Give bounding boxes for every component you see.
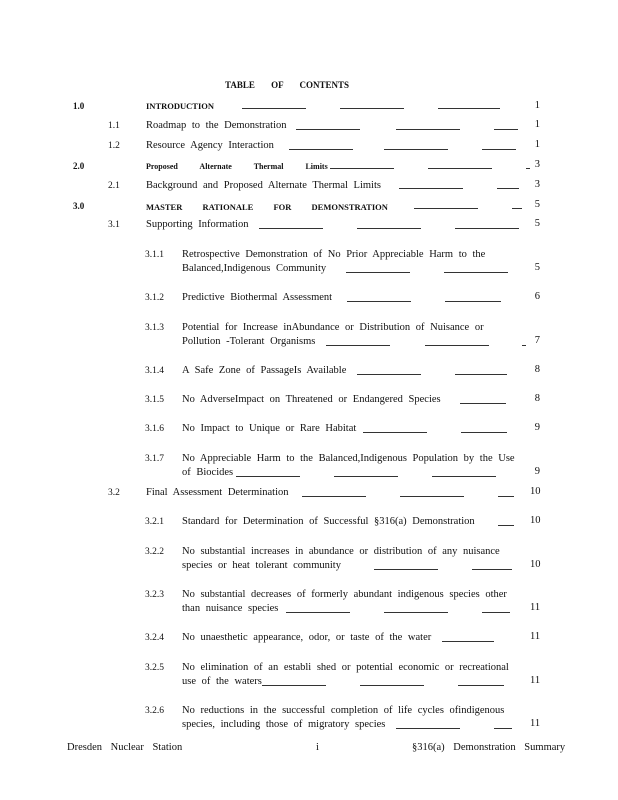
leader-line <box>498 496 514 497</box>
leader-line <box>347 301 411 302</box>
page-number: 8 <box>534 393 540 404</box>
page-number: 10 <box>530 559 541 570</box>
leader-line <box>425 345 489 346</box>
toc-entry[interactable]: A Safe Zone of PassageIs Available <box>182 365 347 376</box>
toc-entry-continued[interactable]: of Biocides <box>182 467 234 478</box>
toc-entry[interactable]: No reductions in the successful completion of life cycles ofindigenous <box>182 705 505 716</box>
toc-entry-continued[interactable]: Balanced,Indigenous Community <box>182 263 327 274</box>
leader-line <box>444 272 508 273</box>
leader-line <box>494 728 512 729</box>
leader-line <box>302 496 366 497</box>
page-number: 10 <box>530 515 541 526</box>
leader-line <box>259 228 323 229</box>
leader-line <box>482 149 516 150</box>
toc-entry[interactable]: Roadmap to the Demonstration <box>146 120 287 131</box>
toc-entry[interactable]: No elimination of an establi shed or potential economic or recreational <box>182 662 509 673</box>
page-number: 7 <box>534 335 540 346</box>
leader-line <box>330 168 394 169</box>
page-number: 9 <box>534 422 540 433</box>
leader-line <box>289 149 353 150</box>
section-number: 3.1.6 <box>145 424 164 434</box>
leader-line <box>432 476 496 477</box>
section-number: 3.1.3 <box>145 323 164 333</box>
page-number: 6 <box>534 291 540 302</box>
page-number: 9 <box>534 466 540 477</box>
footer-page-number: i <box>316 742 319 753</box>
leader-line <box>455 228 519 229</box>
leader-line <box>374 569 438 570</box>
toc-entry[interactable]: No AdverseImpact on Threatened or Endangered Species <box>182 394 441 405</box>
leader-line <box>482 612 510 613</box>
leader-line <box>512 208 522 209</box>
leader-line <box>363 432 427 433</box>
footer-right: §316(a) Demonstration Summary <box>412 742 566 753</box>
section-number: 2.0 <box>73 161 85 171</box>
leader-line <box>399 188 463 189</box>
page-number: 5 <box>534 199 540 210</box>
leader-line <box>360 685 424 686</box>
leader-line <box>472 569 512 570</box>
page-number: 10 <box>530 486 541 497</box>
page-number: 1 <box>534 119 540 130</box>
footer-left: Dresden Nuclear Station <box>67 742 183 753</box>
toc-entry[interactable]: Predictive Biothermal Assessment <box>182 292 333 303</box>
toc-entry-continued[interactable]: than nuisance species <box>182 603 279 614</box>
section-number: 3.1.1 <box>145 250 164 260</box>
section-number: 3.2.1 <box>145 517 164 527</box>
section-number: 3.1.2 <box>145 293 164 303</box>
section-number: 3.2.6 <box>145 706 164 716</box>
section-number: 3.1.7 <box>145 454 164 464</box>
toc-entry[interactable]: Retrospective Demonstration of No Prior Appreciable Harm to the <box>182 249 486 260</box>
leader-line <box>236 476 300 477</box>
leader-line <box>286 612 350 613</box>
leader-line <box>346 272 410 273</box>
toc-entry[interactable]: Final Assessment Determination <box>146 487 289 498</box>
leader-line <box>455 374 507 375</box>
toc-entry[interactable]: Resource Agency Interaction <box>146 140 274 151</box>
toc-entry-continued[interactable]: species or heat tolerant community <box>182 560 341 571</box>
toc-entry-continued[interactable]: species, including those of migratory species <box>182 719 386 730</box>
leader-line <box>357 374 421 375</box>
toc-entry[interactable]: Supporting Information <box>146 219 249 230</box>
section-number: 3.2.5 <box>145 663 164 673</box>
page-number: 11 <box>530 602 541 613</box>
leader-line <box>396 129 460 130</box>
leader-line <box>326 345 390 346</box>
leader-line <box>461 432 507 433</box>
toc-entry[interactable]: No Appreciable Harm to the Balanced,Indigenous Population by the Use <box>182 453 515 464</box>
leader-line <box>384 149 448 150</box>
page-number: 5 <box>534 262 540 273</box>
leader-line <box>458 685 504 686</box>
section-number: 3.0 <box>73 201 85 211</box>
leader-line <box>242 108 306 109</box>
toc-title: TABLE OF CONTENTS <box>224 80 350 90</box>
section-number: 1.1 <box>108 121 120 131</box>
section-number: 3.2.2 <box>145 547 164 557</box>
section-title[interactable]: MASTER RATIONALE FOR DEMONSTRATION <box>146 202 388 212</box>
page-number: 1 <box>534 100 540 111</box>
leader-line <box>438 108 500 109</box>
section-title[interactable]: INTRODUCTION <box>146 101 215 111</box>
page-number: 3 <box>534 159 540 170</box>
leader-line <box>460 403 506 404</box>
page-number: 11 <box>530 675 541 686</box>
leader-line <box>428 168 492 169</box>
toc-entry-continued[interactable]: use of the waters <box>182 676 262 687</box>
leader-line <box>442 641 494 642</box>
page-number: 5 <box>534 218 540 229</box>
page-number: 3 <box>534 179 540 190</box>
section-number: 3.1.4 <box>145 366 164 376</box>
section-number: 3.2 <box>108 488 120 498</box>
leader-line <box>497 188 519 189</box>
leader-line <box>384 612 448 613</box>
toc-entry[interactable]: Standard for Determination of Successful §316(a) Demonstration <box>182 516 475 527</box>
section-number: 1.2 <box>108 141 120 151</box>
page-number: 11 <box>530 718 541 729</box>
page-number: 8 <box>534 364 540 375</box>
section-number: 3.2.4 <box>145 633 164 643</box>
toc-entry[interactable]: Potential for Increase inAbundance or Distribution of Nuisance or <box>182 322 484 333</box>
leader-line <box>340 108 404 109</box>
leader-line <box>334 476 398 477</box>
leader-line <box>262 685 326 686</box>
leader-line <box>357 228 421 229</box>
leader-line <box>414 208 478 209</box>
toc-entry[interactable]: No Impact to Unique or Rare Habitat <box>182 423 357 434</box>
leader-line <box>494 129 518 130</box>
page-number: 11 <box>530 631 541 642</box>
toc-entry[interactable]: Background and Proposed Alternate Thermal Limits <box>146 180 381 191</box>
section-number: 3.2.3 <box>145 590 164 600</box>
leader-line <box>400 496 464 497</box>
section-number: 2.1 <box>108 181 120 191</box>
leader-line <box>445 301 501 302</box>
leader-line <box>296 129 360 130</box>
toc-entry[interactable]: No substantial increases in abundance or distribution of any nuisance <box>182 546 500 557</box>
toc-entry-continued[interactable]: Pollution -Tolerant Organisms <box>182 336 316 347</box>
section-number: 3.1 <box>108 220 120 230</box>
leader-line <box>522 345 526 346</box>
toc-entry[interactable]: No unaesthetic appearance, odor, or taste of the water <box>182 632 432 643</box>
page-number: 1 <box>534 139 540 150</box>
section-title[interactable]: Proposed Alternate Thermal Limits <box>146 162 328 171</box>
toc-entry[interactable]: No substantial decreases of formerly abundant indigenous species other <box>182 589 507 600</box>
section-number: 1.0 <box>73 101 85 111</box>
leader-line <box>498 525 514 526</box>
section-number: 3.1.5 <box>145 395 164 405</box>
leader-line <box>396 728 460 729</box>
